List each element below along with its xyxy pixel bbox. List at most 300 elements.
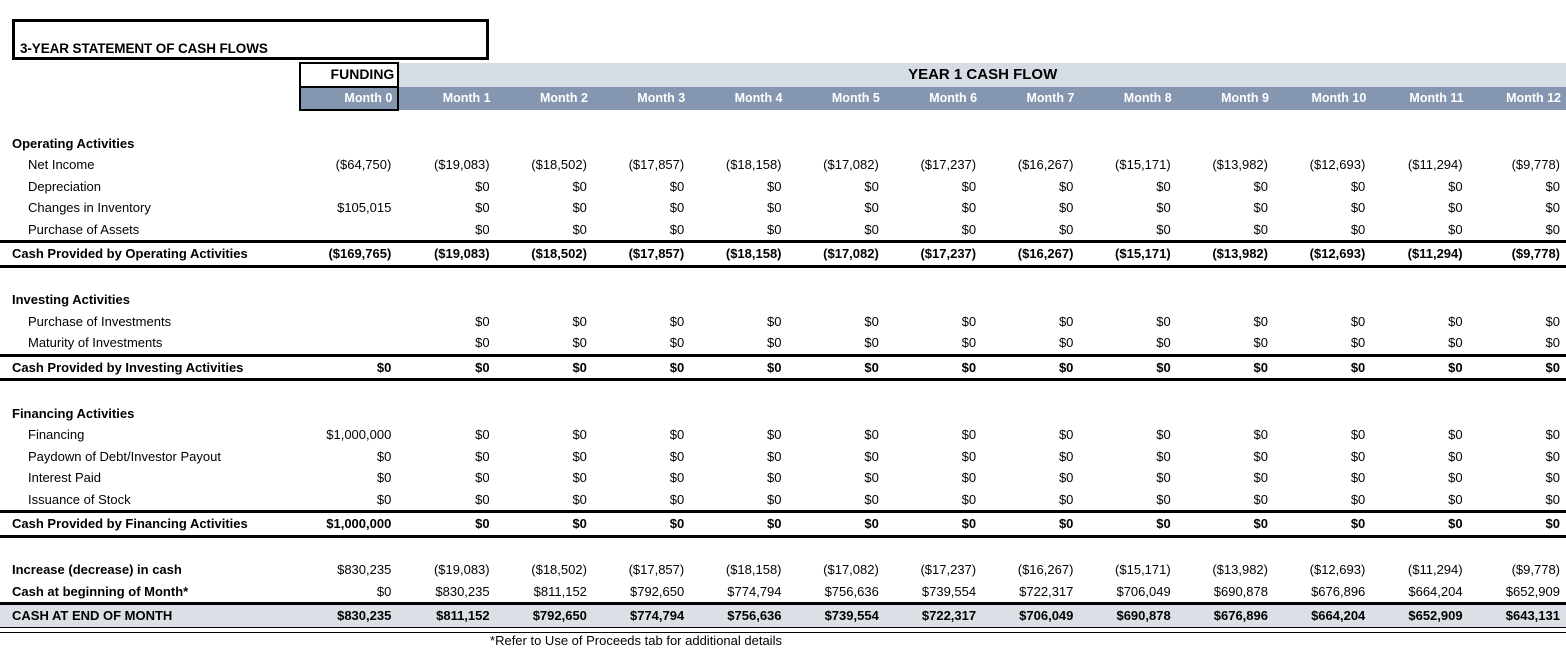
- line-item: [0, 176, 1566, 198]
- section-total-value: ($17,082): [788, 242, 885, 267]
- line-item-value: $0: [1545, 470, 1560, 485]
- line-item-value: $0: [475, 335, 490, 350]
- line-item-value: ($16,267): [1017, 157, 1074, 172]
- line-item-value: $0: [1448, 313, 1463, 329]
- line-item-value: $0: [1545, 335, 1560, 350]
- line-item-value: $0: [1058, 178, 1074, 194]
- section-heading-pad: [1274, 289, 1371, 311]
- line-item-value: $0: [475, 178, 490, 194]
- line-item-value: $0: [1448, 335, 1463, 350]
- summary-row: [0, 559, 1566, 581]
- section-total-value: $0: [1469, 355, 1566, 380]
- line-item-label: Issuance of Stock: [28, 491, 131, 507]
- section-total-value: $0: [1079, 512, 1176, 537]
- section-total-value: ($11,294): [1371, 242, 1468, 267]
- line-item-value: $0: [1350, 335, 1366, 350]
- summary-row-value: ($15,171): [1115, 562, 1171, 577]
- line-item-value: [300, 219, 398, 242]
- grand-total-label: CASH AT END OF MONTH: [0, 604, 300, 628]
- grand-total-value: $830,235: [300, 604, 398, 628]
- line-item-value: $0: [669, 200, 685, 215]
- line-item-value: $0: [1253, 448, 1268, 464]
- section-total-label: Cash Provided by Operating Activities: [0, 242, 300, 267]
- summary-row-value: $774,794: [727, 583, 782, 599]
- grand-total-value: $706,049: [982, 604, 1079, 628]
- line-item-value: $0: [475, 313, 490, 329]
- section-total-value: ($19,083): [398, 242, 495, 267]
- line-item-value: $0: [1058, 448, 1074, 464]
- grand-total-value: $792,650: [496, 604, 593, 628]
- line-item-value: $0: [1350, 448, 1366, 464]
- line-item-value: $0: [1156, 178, 1171, 194]
- section-heading-pad: [885, 289, 982, 311]
- section-heading-pad: [496, 403, 593, 425]
- summary-row-value: ($17,082): [823, 562, 879, 577]
- line-item-value: ($13,982): [1212, 157, 1268, 172]
- section-total-value: $0: [690, 355, 787, 380]
- line-item-label: Purchase of Assets: [28, 221, 140, 237]
- section-total-value: $0: [593, 355, 690, 380]
- line-item-value: ($12,693): [1309, 157, 1366, 172]
- line-item-value: $0: [475, 470, 490, 485]
- section-heading-pad: [300, 289, 398, 311]
- line-item-value: $0: [669, 178, 685, 194]
- summary-row-value: $676,896: [1311, 583, 1366, 599]
- section-heading-pad: [982, 289, 1079, 311]
- line-item-value: $0: [1545, 313, 1560, 329]
- line-item-value: $0: [767, 448, 782, 464]
- line-item-value: $0: [475, 448, 490, 464]
- line-item-value: $0: [961, 427, 977, 442]
- section-total-value: $0: [885, 512, 982, 537]
- line-item-value: $0: [669, 470, 685, 485]
- section-total-value: $0: [1469, 512, 1566, 537]
- summary-row-value: ($18,158): [725, 562, 782, 577]
- section-total-value: $0: [593, 512, 690, 537]
- line-item-value: $0: [1253, 491, 1268, 507]
- section-heading-pad: [1371, 289, 1468, 311]
- section-heading: Operating Activities: [12, 135, 135, 151]
- summary-row-value: $652,909: [1505, 583, 1560, 599]
- line-item-value: $0: [1156, 448, 1171, 464]
- summary-row-value: $706,049: [1116, 583, 1171, 599]
- line-item-value: ($15,171): [1115, 157, 1171, 172]
- section-total-value: ($9,778): [1469, 242, 1566, 267]
- section-heading-pad: [1079, 403, 1176, 425]
- line-item-value: $0: [572, 427, 587, 442]
- summary-row-value: $830,235: [435, 583, 490, 599]
- line-item-value: $0: [1350, 178, 1366, 194]
- line-item-value: $0: [961, 313, 977, 329]
- section-heading-pad: [1079, 289, 1176, 311]
- line-item-value: $0: [572, 200, 587, 215]
- line-item-value: $0: [961, 221, 977, 237]
- summary-row-label: Cash at beginning of Month*: [12, 583, 189, 599]
- summary-row-value: $811,152: [533, 583, 587, 599]
- line-item-value: ($17,237): [920, 157, 977, 172]
- section-heading-pad: [788, 289, 885, 311]
- line-item-value: [300, 311, 398, 333]
- section-total-value: $0: [1079, 355, 1176, 380]
- section-heading-pad: [300, 403, 398, 425]
- summary-row-value: $0: [376, 583, 392, 599]
- line-item-value: $0: [1545, 200, 1560, 215]
- summary-row-value: $756,636: [824, 583, 879, 599]
- line-item-label: Changes in Inventory: [28, 200, 151, 215]
- section-total: [0, 242, 1566, 267]
- section-total-value: ($17,237): [885, 242, 982, 267]
- section-heading-pad: [982, 133, 1079, 155]
- spacer-cell: [0, 266, 1566, 289]
- section-total-value: $0: [300, 355, 398, 380]
- line-item-value: $0: [1253, 221, 1268, 237]
- line-item-value: $0: [767, 427, 782, 442]
- line-item-value: $0: [475, 427, 490, 442]
- column-header-month-1[interactable]: Month 1: [398, 87, 495, 111]
- line-item-label: Net Income: [28, 157, 95, 172]
- line-item-value: $105,015: [337, 200, 392, 215]
- grand-total-value: $811,152: [398, 604, 495, 628]
- line-item: [0, 197, 1566, 219]
- line-item-value: $0: [669, 491, 685, 507]
- line-item-value: $0: [1156, 313, 1171, 329]
- line-item-value: $0: [961, 448, 977, 464]
- line-item-value: $0: [864, 470, 879, 485]
- summary-row-value: ($19,083): [433, 562, 490, 577]
- line-item: [0, 311, 1566, 333]
- line-item-value: $0: [961, 335, 977, 350]
- line-item-value: [300, 332, 398, 355]
- section-total-value: $0: [398, 355, 495, 380]
- section-total: [0, 355, 1566, 380]
- section-heading-pad: [1079, 133, 1176, 155]
- line-item-value: $0: [376, 448, 392, 464]
- year-band-header: YEAR 1 CASH FLOW: [398, 63, 1566, 87]
- column-header-month-12[interactable]: Month 12: [1469, 87, 1566, 111]
- line-item-value: $0: [376, 470, 392, 485]
- line-item-value: $0: [1058, 221, 1074, 237]
- section-heading-pad: [1371, 133, 1468, 155]
- line-item-value: $0: [767, 470, 782, 485]
- section-heading-pad: [690, 133, 787, 155]
- grand-total: [0, 604, 1566, 628]
- summary-row-value: ($9,778): [1511, 562, 1560, 577]
- line-item-value: $0: [1156, 335, 1171, 350]
- line-item-label: Maturity of Investments: [28, 335, 163, 350]
- line-item-value: $0: [1058, 335, 1074, 350]
- section-total-value: $0: [788, 512, 885, 537]
- column-header-month-7[interactable]: Month 7: [982, 87, 1079, 111]
- column-header-month-10[interactable]: Month 10: [1274, 87, 1371, 111]
- line-item-value: $0: [1350, 200, 1366, 215]
- line-item-value: $0: [767, 335, 782, 350]
- line-item-value: $0: [1448, 448, 1463, 464]
- line-item: [0, 154, 1566, 176]
- line-item-value: $0: [1156, 491, 1171, 507]
- line-item-value: $0: [1545, 448, 1560, 464]
- line-item-value: $0: [1545, 221, 1560, 237]
- line-item-value: $0: [864, 178, 879, 194]
- line-item-value: $0: [1350, 470, 1366, 485]
- section-heading-pad: [398, 133, 495, 155]
- grand-total-value: $643,131: [1469, 604, 1566, 628]
- section-heading-pad: [1274, 133, 1371, 155]
- line-item-value: $0: [1448, 427, 1463, 442]
- funding-header-cell: FUNDING: [300, 63, 398, 87]
- section-total-value: $0: [1177, 355, 1274, 380]
- section-heading-pad: [398, 403, 495, 425]
- column-header-month-0[interactable]: Month 0: [300, 87, 398, 111]
- section-total-value: ($169,765): [300, 242, 398, 267]
- section-total-value: ($18,502): [496, 242, 593, 267]
- section-total-value: $1,000,000: [300, 512, 398, 537]
- line-item: [0, 489, 1566, 512]
- line-item-value: $0: [572, 491, 587, 507]
- section-heading-pad: [1177, 403, 1274, 425]
- section-heading: Investing Activities: [12, 292, 130, 307]
- line-item-value: $0: [1448, 221, 1463, 237]
- line-item-value: $0: [669, 427, 685, 442]
- grand-total-value: $739,554: [788, 604, 885, 628]
- section-total-label: Cash Provided by Investing Activities: [0, 355, 300, 380]
- page-title: 3-YEAR STATEMENT OF CASH FLOWS: [20, 41, 268, 56]
- summary-row-value: $830,235: [337, 562, 392, 577]
- section-total-value: ($17,857): [593, 242, 690, 267]
- summary-row-value: ($17,857): [628, 562, 685, 577]
- line-item-value: $0: [864, 335, 879, 350]
- line-item-value: $0: [864, 491, 879, 507]
- line-item: [0, 332, 1566, 355]
- line-item-value: $0: [475, 221, 490, 237]
- section-heading-pad: [593, 289, 690, 311]
- report-title-box: [12, 19, 489, 60]
- grand-total-underline: [0, 627, 1566, 632]
- summary-row-value: $690,878: [1213, 583, 1268, 599]
- column-header-month-4[interactable]: Month 4: [690, 87, 787, 111]
- grand-total-value: $774,794: [593, 604, 690, 628]
- line-item-label: Purchase of Investments: [28, 313, 172, 329]
- line-item-value: $0: [1156, 470, 1171, 485]
- column-header-month-8[interactable]: Month 8: [1079, 87, 1176, 111]
- column-header-month-9[interactable]: Month 9: [1177, 87, 1274, 111]
- line-item-label: Depreciation: [28, 178, 101, 194]
- line-item-value: ($64,750): [335, 157, 392, 172]
- line-item-value: $0: [1448, 178, 1463, 194]
- line-item-value: $0: [1350, 427, 1366, 442]
- line-item-value: ($17,857): [628, 157, 685, 172]
- section-heading-pad: [1371, 403, 1468, 425]
- section-total-value: $0: [398, 512, 495, 537]
- line-item-value: $0: [864, 221, 879, 237]
- line-item-value: $0: [572, 313, 587, 329]
- line-item-value: ($9,778): [1511, 157, 1560, 172]
- section-heading-row: [0, 289, 1566, 311]
- line-item-value: $0: [1058, 427, 1074, 442]
- line-item-label: Interest Paid: [28, 470, 101, 485]
- section-total-value: ($12,693): [1274, 242, 1371, 267]
- section-heading-pad: [496, 289, 593, 311]
- line-item-value: [300, 176, 398, 198]
- section-heading-pad: [1469, 289, 1566, 311]
- line-item-label: Financing: [28, 427, 85, 442]
- line-item-value: $0: [572, 470, 587, 485]
- header-band-spacer: [0, 63, 300, 87]
- month-header-spacer: [0, 87, 300, 111]
- month-header-row: [0, 87, 1566, 111]
- section-heading-pad: [1177, 133, 1274, 155]
- line-item-value: $0: [1350, 221, 1366, 237]
- line-item: [0, 467, 1566, 489]
- line-item-value: $0: [572, 178, 587, 194]
- line-item-value: $0: [767, 221, 782, 237]
- section-total-value: $0: [885, 355, 982, 380]
- line-item-value: $0: [1058, 491, 1074, 507]
- header-band-row: [0, 63, 1566, 87]
- line-item-value: ($18,158): [725, 157, 782, 172]
- grand-total-value: $722,317: [885, 604, 982, 628]
- line-item-label: Paydown of Debt/Investor Payout: [28, 448, 221, 464]
- grand-total-value: $676,896: [1177, 604, 1274, 628]
- line-item-value: $0: [1253, 313, 1268, 329]
- line-item-value: $0: [1448, 200, 1463, 215]
- section-total-value: ($13,982): [1177, 242, 1274, 267]
- line-item-value: $0: [1156, 427, 1171, 442]
- section-heading-pad: [1274, 403, 1371, 425]
- summary-row-label: Increase (decrease) in cash: [12, 562, 182, 577]
- line-item-value: $0: [376, 491, 392, 507]
- column-header-month-6[interactable]: Month 6: [885, 87, 982, 111]
- section-total-value: $0: [982, 512, 1079, 537]
- line-item-value: $0: [1448, 491, 1463, 507]
- footnote: *Refer to Use of Proceeds tab for additional details: [490, 633, 782, 648]
- section-total-value: $0: [496, 512, 593, 537]
- column-header-month-2[interactable]: Month 2: [496, 87, 593, 111]
- line-item: [0, 446, 1566, 468]
- line-item-value: $0: [1253, 178, 1268, 194]
- section-heading-pad: [1469, 133, 1566, 155]
- section-total: [0, 512, 1566, 537]
- section-heading: Financing Activities: [12, 405, 135, 421]
- grand-total-underline-cell: [0, 627, 1566, 632]
- section-total-value: $0: [1274, 355, 1371, 380]
- grand-total-value: $664,204: [1274, 604, 1371, 628]
- line-item-value: $0: [767, 178, 782, 194]
- line-item-value: $0: [669, 221, 685, 237]
- line-item-value: $0: [864, 313, 879, 329]
- column-header-month-3[interactable]: Month 3: [593, 87, 690, 111]
- line-item-value: $0: [961, 491, 977, 507]
- line-item-value: $0: [961, 178, 977, 194]
- line-item-value: $0: [1253, 200, 1268, 215]
- line-item-value: $0: [669, 448, 685, 464]
- section-total-value: $0: [1274, 512, 1371, 537]
- section-total-value: ($16,267): [982, 242, 1079, 267]
- line-item: [0, 424, 1566, 446]
- line-item-value: $0: [1350, 491, 1366, 507]
- line-item-value: $0: [961, 470, 977, 485]
- spacer-cell: [0, 110, 1566, 133]
- section-heading-pad: [885, 403, 982, 425]
- section-heading-pad: [690, 403, 787, 425]
- section-heading-pad: [593, 133, 690, 155]
- section-heading-pad: [788, 403, 885, 425]
- summary-row-value: ($13,982): [1212, 562, 1268, 577]
- summary-row-value: ($17,237): [920, 562, 977, 577]
- line-item-value: $0: [1058, 200, 1074, 215]
- section-total-value: ($15,171): [1079, 242, 1176, 267]
- summary-row-value: ($18,502): [531, 562, 587, 577]
- line-item-value: ($17,082): [823, 157, 879, 172]
- line-item-value: $0: [1058, 313, 1074, 329]
- section-heading-pad: [1469, 403, 1566, 425]
- section-heading-pad: [300, 133, 398, 155]
- line-item-value: $0: [1448, 470, 1463, 485]
- line-item-value: ($18,502): [531, 157, 587, 172]
- section-total-value: $0: [1371, 512, 1468, 537]
- line-item-value: $0: [669, 313, 685, 329]
- line-item-value: $0: [572, 221, 587, 237]
- summary-row-value: $664,204: [1408, 583, 1463, 599]
- line-item-value: $0: [1350, 313, 1366, 329]
- section-total-label: Cash Provided by Financing Activities: [0, 512, 300, 537]
- line-item-value: $0: [572, 335, 587, 350]
- line-item-value: $0: [961, 200, 977, 215]
- line-item-value: $0: [1156, 200, 1171, 215]
- summary-row-value: $722,317: [1019, 583, 1074, 599]
- section-heading-pad: [398, 289, 495, 311]
- section-heading-pad: [885, 133, 982, 155]
- line-item-value: $0: [1253, 427, 1268, 442]
- section-heading-pad: [690, 289, 787, 311]
- section-heading-pad: [593, 403, 690, 425]
- line-item-value: $0: [1253, 335, 1268, 350]
- section-total-value: $0: [1371, 355, 1468, 380]
- summary-row-value: $792,650: [629, 583, 685, 599]
- section-heading-pad: [1177, 289, 1274, 311]
- line-item-value: ($11,294): [1407, 157, 1463, 172]
- line-item-value: $0: [864, 448, 879, 464]
- line-item-value: $0: [1545, 178, 1560, 194]
- section-total-value: $0: [982, 355, 1079, 380]
- grand-total-value: $756,636: [690, 604, 787, 628]
- section-heading-row: [0, 133, 1566, 155]
- grand-total-value: $690,878: [1079, 604, 1176, 628]
- grand-total-value: $652,909: [1371, 604, 1468, 628]
- line-item-value: ($19,083): [433, 157, 490, 172]
- section-total-value: $0: [496, 355, 593, 380]
- line-item-value: $0: [767, 200, 782, 215]
- line-item-value: $0: [767, 313, 782, 329]
- line-item-value: $0: [1253, 470, 1268, 485]
- section-heading-pad: [982, 403, 1079, 425]
- section-heading-row: [0, 403, 1566, 425]
- line-item: [0, 219, 1566, 242]
- section-total-value: $0: [1177, 512, 1274, 537]
- line-item-value: $0: [475, 200, 490, 215]
- line-item-value: $0: [1545, 491, 1560, 507]
- column-header-month-11[interactable]: Month 11: [1371, 87, 1468, 111]
- line-item-value: $0: [669, 335, 685, 350]
- spacer-cell: [0, 380, 1566, 403]
- section-total-value: ($18,158): [690, 242, 787, 267]
- line-item-value: $0: [572, 448, 587, 464]
- line-item-value: $0: [1156, 221, 1171, 237]
- column-header-month-5[interactable]: Month 5: [788, 87, 885, 111]
- line-item-value: $0: [864, 200, 879, 215]
- summary-row-value: ($16,267): [1017, 562, 1074, 577]
- section-heading-pad: [496, 133, 593, 155]
- line-item-value: $0: [475, 491, 490, 507]
